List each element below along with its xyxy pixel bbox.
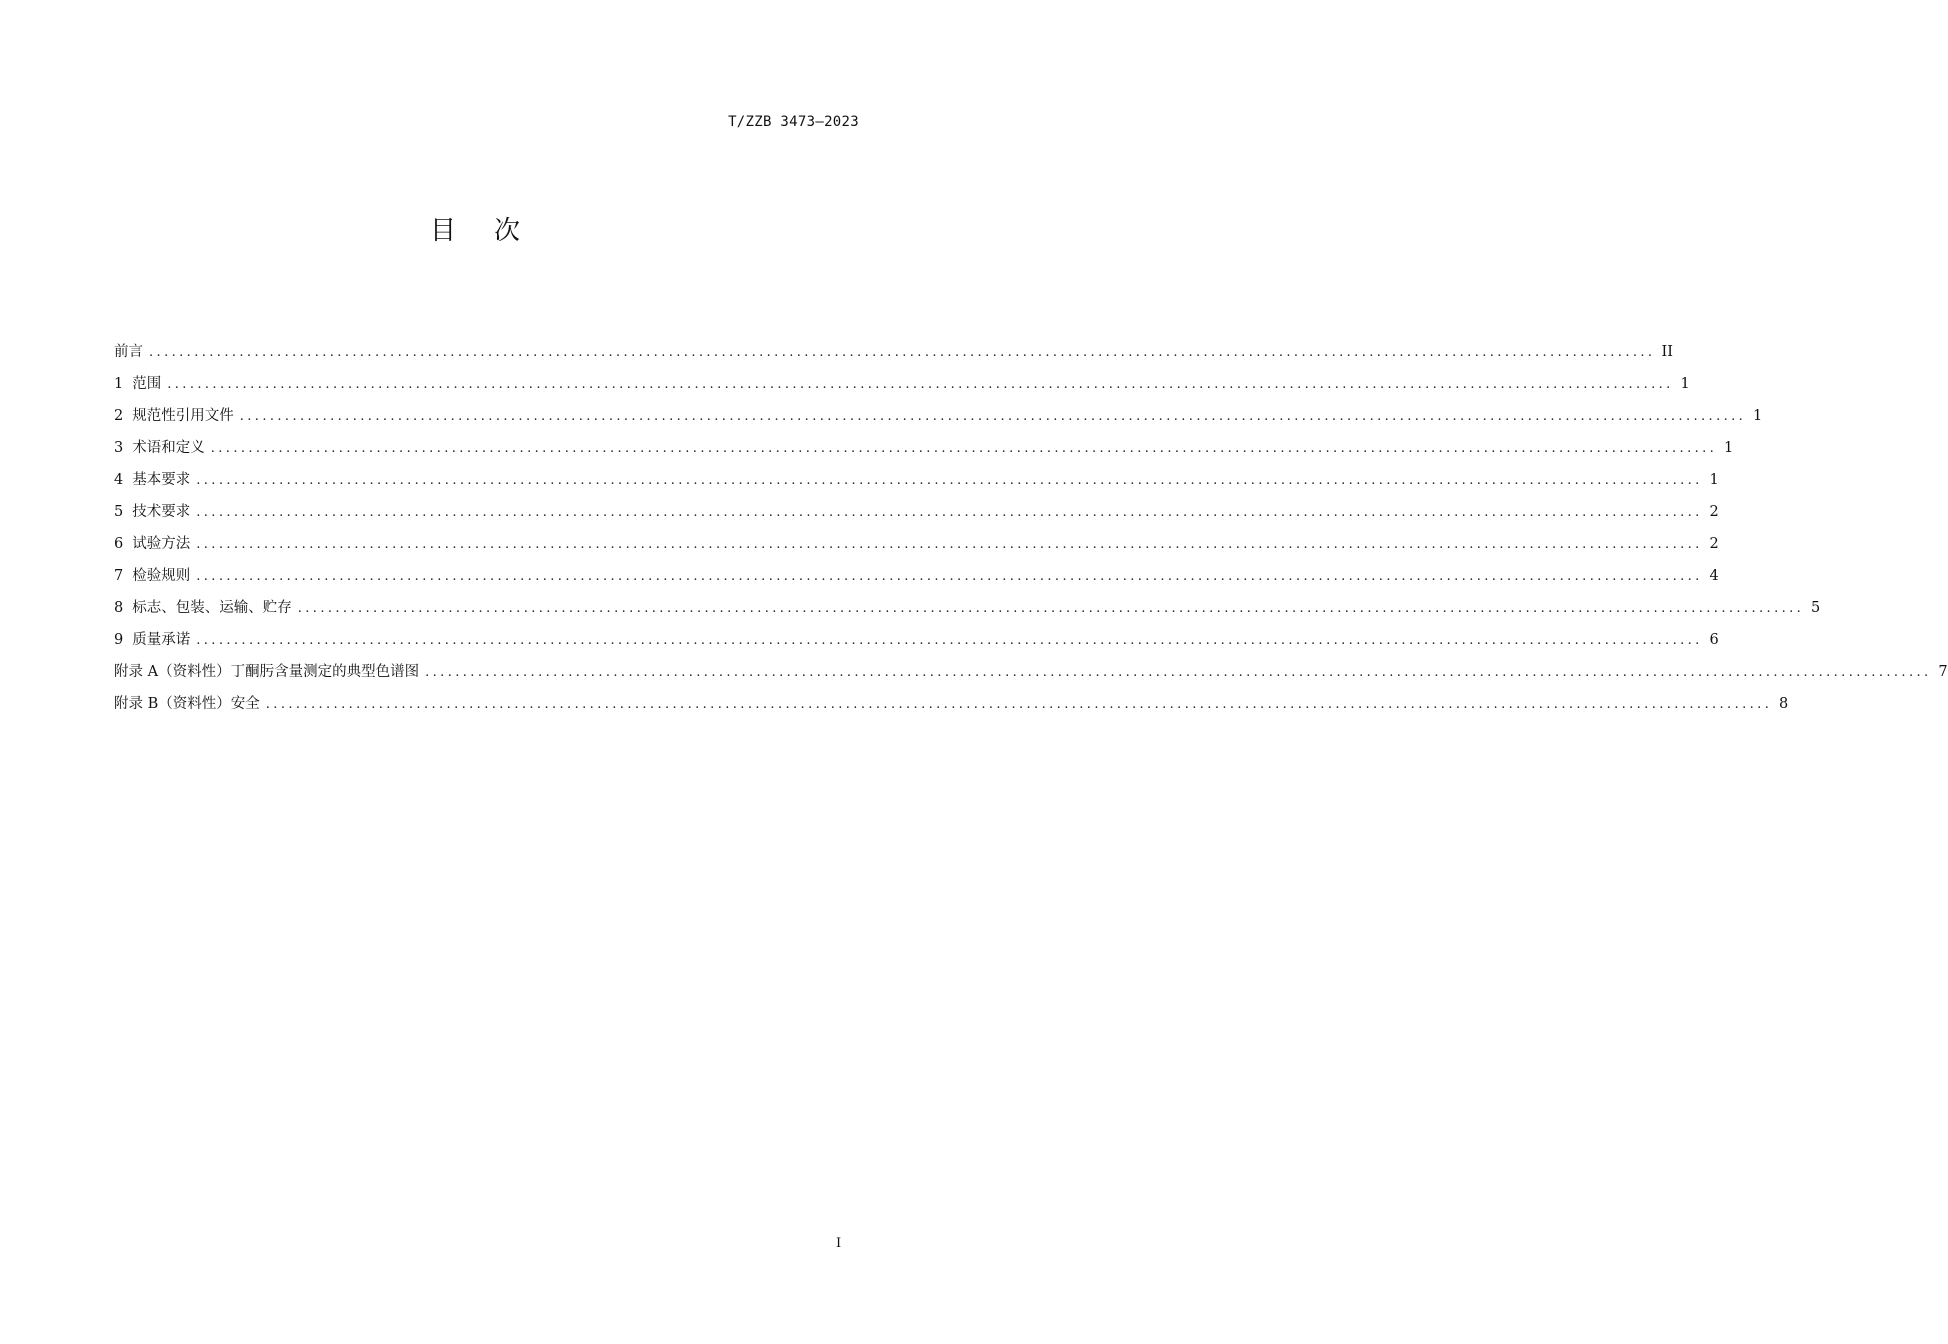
toc-entry-label: 7 检验规则 xyxy=(114,568,191,584)
toc-entry-page: 1 xyxy=(1680,376,1690,392)
toc-leader-dots: ........................................................................................................................................................................................................ xyxy=(297,601,1805,616)
toc-entry-terms-definitions[interactable] xyxy=(114,432,1734,464)
toc-entry-page: 2 xyxy=(1709,504,1719,520)
toc-entry-basic-requirements[interactable] xyxy=(114,464,1719,496)
toc-entry-page: 6 xyxy=(1709,632,1719,648)
toc-leader-dots: ........................................................................................................................................................................................................ xyxy=(239,409,1747,424)
toc-entry-page: 8 xyxy=(1779,696,1789,712)
toc-leader-dots: ........................................................................................................................................................................................................ xyxy=(149,345,1656,360)
toc-entry-page: 7 xyxy=(1938,664,1948,680)
toc-entry-test-methods[interactable] xyxy=(114,528,1719,560)
toc-leader-dots: ........................................................................................................................................................................................................ xyxy=(210,441,1718,456)
toc-entry-normative-references[interactable] xyxy=(114,400,1763,432)
toc-entry-quality-commitment[interactable] xyxy=(114,624,1719,656)
toc-entry-label: 附录 B（资料性）安全 xyxy=(114,696,260,712)
toc-leader-dots: ........................................................................................................................................................................................................ xyxy=(196,473,1703,488)
toc-entry-label: 5 技术要求 xyxy=(114,504,191,520)
toc-entry-label: 附录 A（资料性）丁酮肟含量测定的典型色谱图 xyxy=(114,664,420,680)
toc-leader-dots: ........................................................................................................................................................................................................ xyxy=(196,569,1703,584)
toc-entry-foreword[interactable] xyxy=(114,336,1673,368)
toc-leader-dots: ........................................................................................................................................................................................................ xyxy=(167,377,1674,392)
toc-leader-dots: ........................................................................................................................................................................................................ xyxy=(425,665,1932,680)
page-number: I xyxy=(836,1236,842,1251)
toc-leader-dots: ........................................................................................................................................................................................................ xyxy=(265,697,1773,712)
toc-entry-page: 1 xyxy=(1723,440,1734,456)
toc-leader-dots: ........................................................................................................................................................................................................ xyxy=(196,633,1703,648)
toc-leader-dots: ........................................................................................................................................................................................................ xyxy=(196,537,1703,552)
toc-entry-appendix-b[interactable] xyxy=(114,688,1789,720)
toc-entry-label: 9 质量承诺 xyxy=(114,632,191,648)
toc-entry-page: 4 xyxy=(1709,568,1719,584)
toc-entry-page: 1 xyxy=(1752,408,1763,424)
document-number: T/ZZB 3473—2023 xyxy=(728,114,859,130)
toc-title: 目次 xyxy=(429,216,558,246)
toc-entry-label: 3 术语和定义 xyxy=(114,440,205,456)
toc-entry-label: 4 基本要求 xyxy=(114,472,191,488)
toc-entry-page: 2 xyxy=(1709,536,1719,552)
toc-entry-page: II xyxy=(1661,344,1673,360)
toc-entry-appendix-a[interactable] xyxy=(114,656,1948,688)
toc-entry-label: 前言 xyxy=(114,344,143,360)
toc-entry-scope[interactable] xyxy=(114,368,1690,400)
toc-entry-label: 8 标志、包装、运输、贮存 xyxy=(114,600,292,616)
toc-entry-page: 1 xyxy=(1709,472,1719,488)
toc-entry-technical-requirements[interactable] xyxy=(114,496,1719,528)
toc-entry-label: 6 试验方法 xyxy=(114,536,191,552)
toc-entry-page: 5 xyxy=(1810,600,1821,616)
toc-entry-label: 2 规范性引用文件 xyxy=(114,408,234,424)
toc-entry-label: 1 范围 xyxy=(114,376,162,392)
toc-entry-marking-packaging[interactable] xyxy=(114,592,1821,624)
table-of-contents xyxy=(114,336,1948,720)
toc-entry-inspection-rules[interactable] xyxy=(114,560,1719,592)
toc-leader-dots: ........................................................................................................................................................................................................ xyxy=(196,505,1703,520)
